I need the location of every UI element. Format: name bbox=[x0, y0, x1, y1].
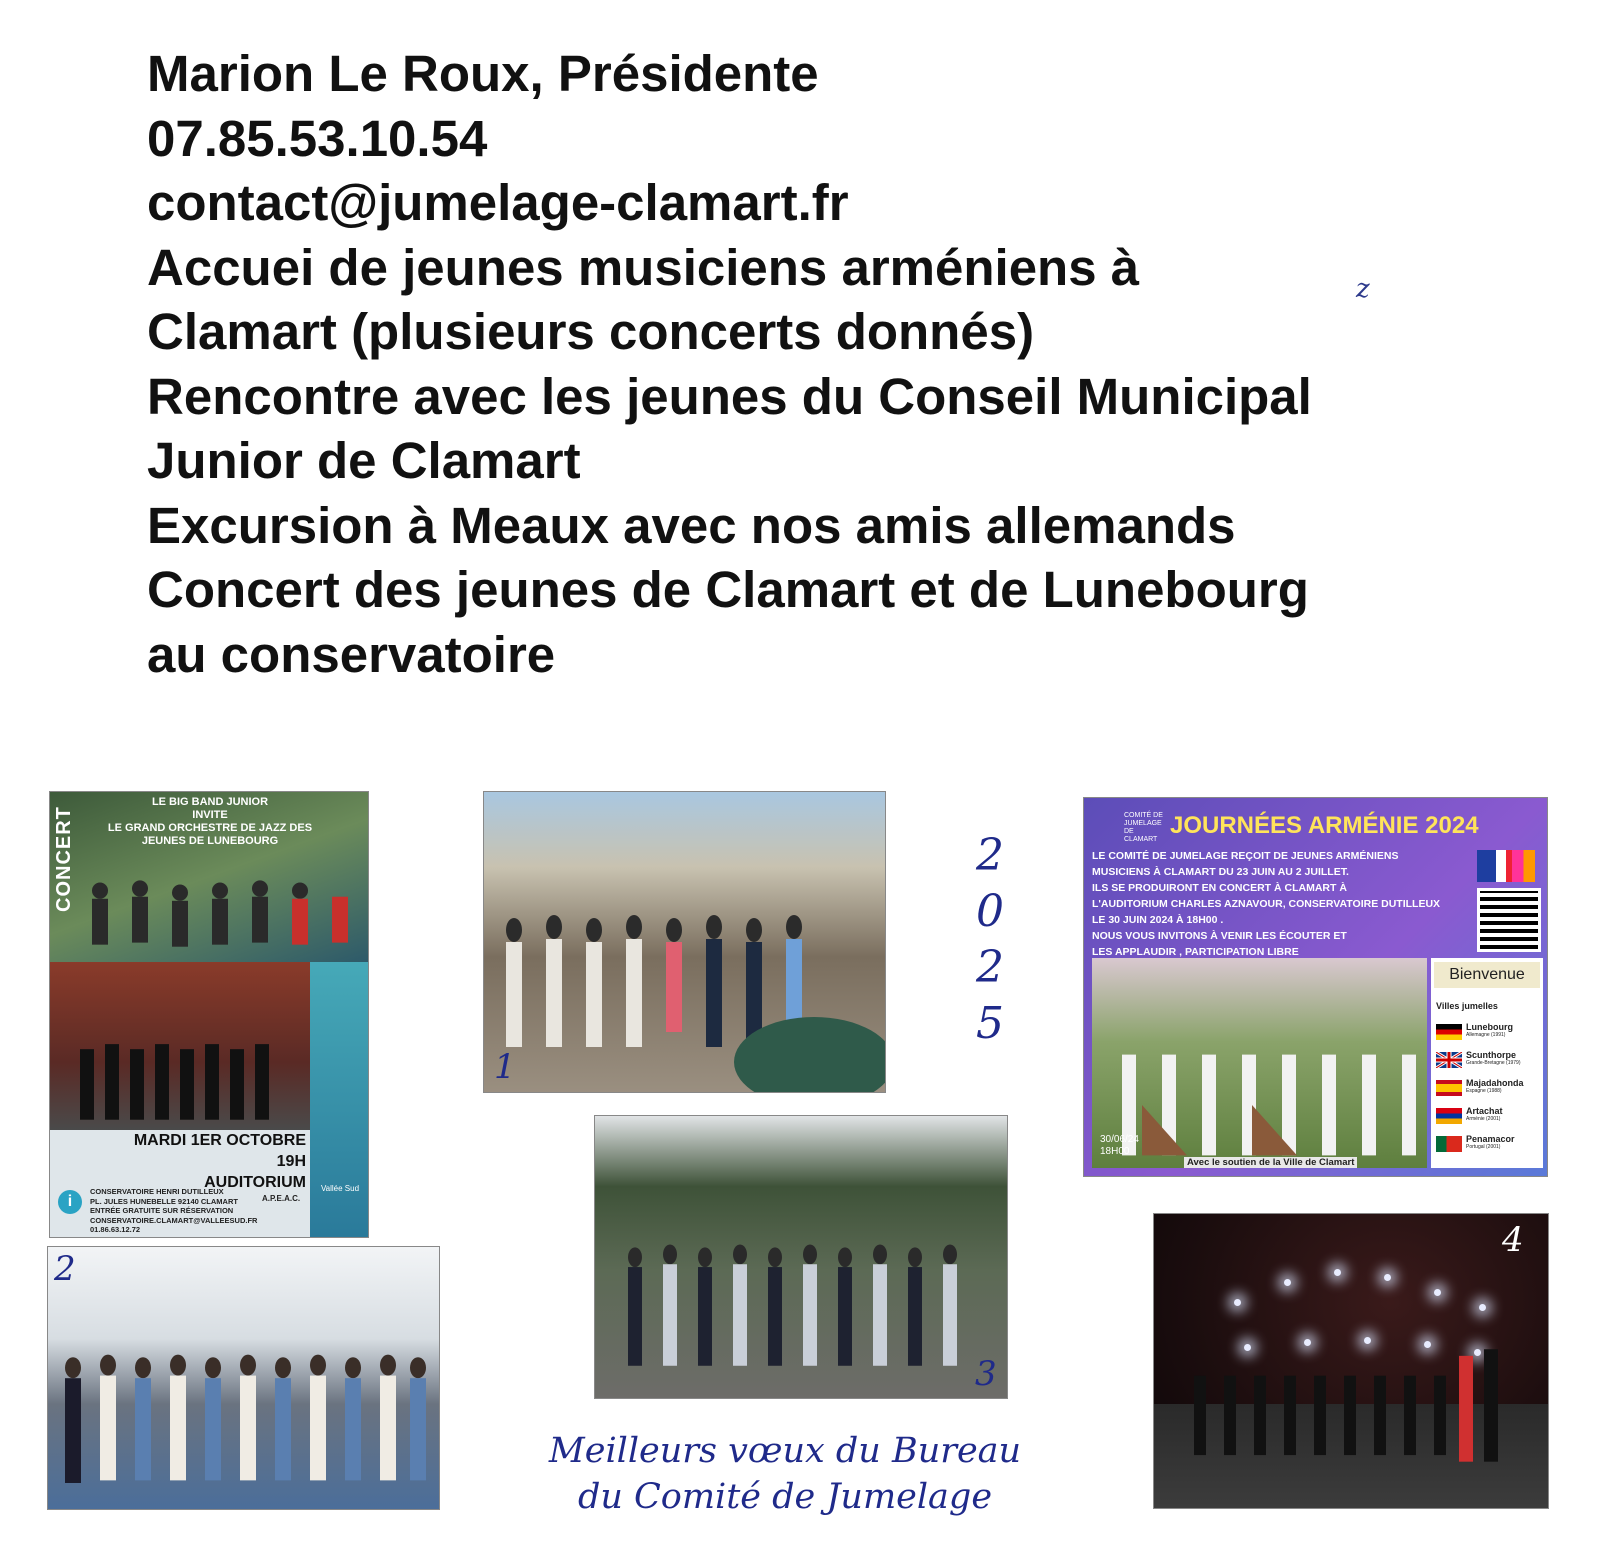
group-photo-street bbox=[484, 792, 885, 1092]
uk-flag-icon bbox=[1436, 1052, 1462, 1068]
photo-number: 4 bbox=[1502, 1220, 1524, 1260]
concert-poster bbox=[50, 792, 368, 1237]
france-armenia-flags-icon bbox=[1477, 850, 1535, 882]
contact-text-block bbox=[147, 42, 1477, 687]
stray-mark: z bbox=[1356, 274, 1370, 304]
poster-vertical-label: CONCERT bbox=[53, 806, 75, 912]
twin-cities-title: Villes jumelles bbox=[1436, 1001, 1498, 1011]
poster-date: MARDI 1ER OCTOBRE 19H AUDITORIUM bbox=[133, 1132, 306, 1191]
group-photo-council bbox=[48, 1247, 439, 1509]
photo-number: 1 bbox=[494, 1047, 516, 1087]
info-icon: i bbox=[58, 1190, 82, 1214]
apeac-label: A.P.E.A.C. bbox=[262, 1194, 301, 1203]
poster-title: LE BIG BAND JUNIOR INVITE LE GRAND ORCHESTRE DE JAZZ DES JEUNES DE LUNEBOURG bbox=[107, 796, 313, 847]
activity-line: Junior de Clamart bbox=[147, 432, 581, 489]
concert-stage-photo bbox=[1154, 1214, 1548, 1508]
activity-line: Accuei de jeunes musiciens arméniens à bbox=[147, 238, 1140, 296]
photo-number: 3 bbox=[975, 1354, 997, 1394]
email-address: contact@jumelage-clamart.fr bbox=[147, 174, 849, 231]
greeting-signature: Meilleurs vœux du Bureau du Comité de Jumelage bbox=[548, 1431, 1022, 1517]
phone-number: 07.85.53.10.54 bbox=[147, 109, 488, 167]
year-vertical: 2 0 2 5 bbox=[976, 830, 1004, 1049]
poster-info: CONSERVATOIRE HENRI DUTILLEUX PL. JULES HUNEBELLE 92140 CLAMART ENTRÉE GRATUITE SUR RÉSERVATION CONSERVATOIRE.CLAMART@VALLEESUD.FR 01.86.63.12.72 bbox=[90, 1187, 258, 1234]
poster-date-stamp: 30/06/24 18H00 bbox=[1100, 1134, 1139, 1157]
twin-city: Artachat Arménie (2001) bbox=[1466, 1106, 1503, 1122]
portugal-flag-icon bbox=[1436, 1136, 1462, 1152]
poster-heading: JOURNÉES ARMÉNIE 2024 bbox=[1170, 812, 1479, 839]
qr-code-icon bbox=[1477, 888, 1541, 952]
activity-line: Excursion à Meaux avec nos amis allemands bbox=[147, 496, 1236, 554]
bienvenue-label: Bienvenue bbox=[1434, 962, 1540, 988]
twin-city: Majadahonda Espagne (1988) bbox=[1466, 1078, 1524, 1094]
activity-line: Rencontre avec les jeunes du Conseil Municipal bbox=[147, 367, 1312, 425]
twin-city: Scunthorpe Grande-Bretagne (1979) bbox=[1466, 1050, 1521, 1066]
poster-body-text: LE COMITÉ DE JUMELAGE REÇOIT DE JEUNES ARMÉNIENS MUSICIENS À CLAMART DU 23 JUIN AU 2 JUILLET. ILS SE PRODUIRONT EN CONCERT À CLAMART À L'AUDITORIUM CHARLES AZNAVOUR, CONSERVATOIRE DUTILLEUX LE 30 JUIN 2024 À 18H00 . NOUS VOUS INVITONS À VENIR LES ÉCOUTER ET LES APPLAUDIR , PARTICIPATION LIBRE bbox=[1092, 850, 1441, 958]
committee-logo: COMITÉ DE JUMELAGE DE CLAMART bbox=[1124, 812, 1163, 843]
poster-orchestra-photo bbox=[50, 962, 310, 1130]
group-photo-meaux bbox=[595, 1116, 1007, 1398]
vallee-sud-label: Vallée Sud bbox=[320, 1184, 360, 1193]
president-name: Marion Le Roux, Présidente bbox=[147, 45, 819, 102]
spain-flag-icon bbox=[1436, 1080, 1462, 1096]
activity-line: au conservatoire bbox=[147, 625, 556, 683]
twin-city: Lunebourg Allemagne (1991) bbox=[1466, 1022, 1513, 1038]
twin-city: Penamacor Portugal (2001) bbox=[1466, 1134, 1515, 1150]
photo-number: 2 bbox=[54, 1249, 76, 1289]
activity-line: Concert des jeunes de Clamart et de Lunebourg bbox=[147, 561, 1309, 618]
activity-line: Clamart (plusieurs concerts donnés) bbox=[147, 303, 1035, 360]
poster-musicians-photo bbox=[1092, 958, 1427, 1168]
armenia-flag-icon bbox=[1436, 1108, 1462, 1124]
armenia-days-poster bbox=[1084, 798, 1547, 1176]
support-caption: Avec le soutien de la Ville de Clamart bbox=[1184, 1157, 1357, 1168]
germany-flag-icon bbox=[1436, 1024, 1462, 1040]
poster-side-band bbox=[310, 962, 368, 1237]
